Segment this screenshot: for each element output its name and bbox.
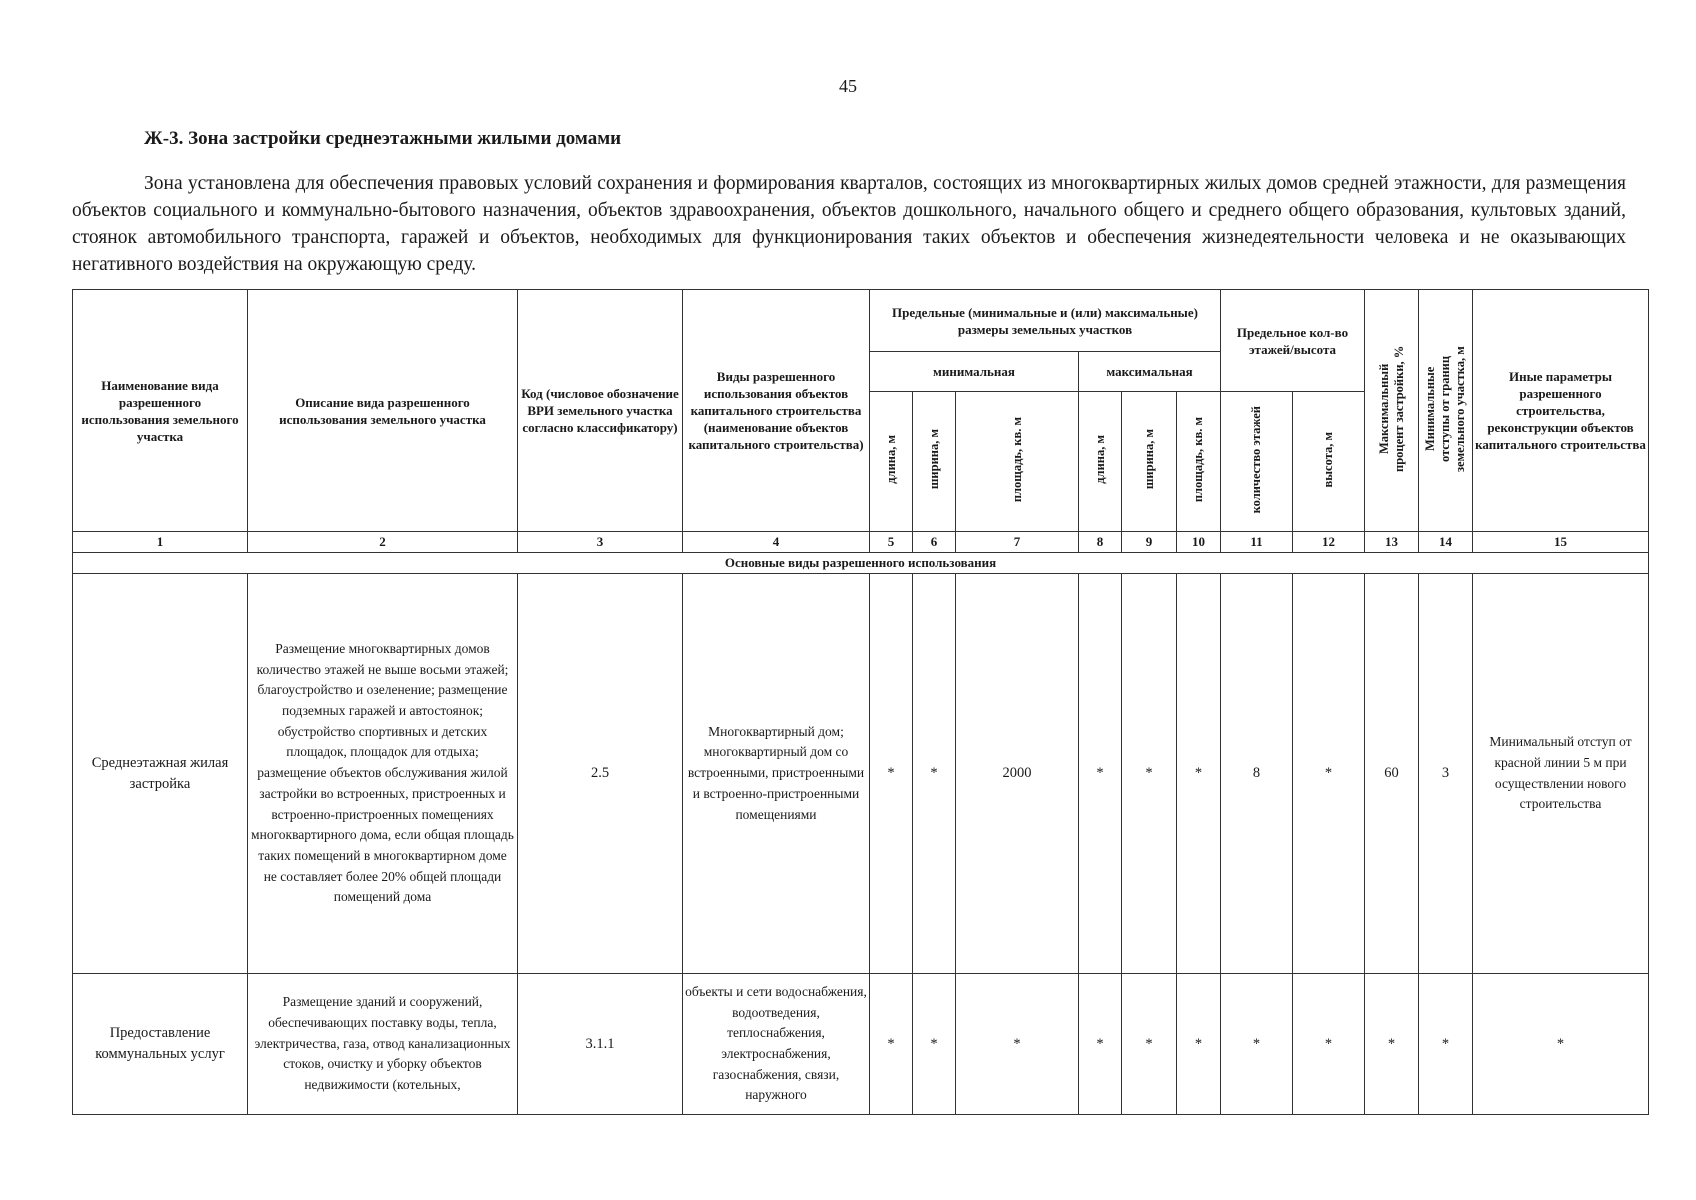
row-max-area: * (1177, 574, 1221, 974)
header-min-length: длина, м (870, 392, 913, 532)
column-number: 15 (1473, 532, 1649, 553)
column-number: 2 (248, 532, 518, 553)
row-code: 3.1.1 (518, 974, 683, 1115)
header-description: Описание вида разрешенного использования земельного участка (248, 290, 518, 532)
row-objects: Многоквартирный дом; многоквартирный дом со встроенными, пристроенными и встроенно-пристроенными помещениями (683, 574, 870, 974)
row-setback: * (1419, 974, 1473, 1115)
table-row (73, 974, 1649, 1115)
header-min-area: площадь, кв. м (956, 392, 1079, 532)
column-number: 8 (1079, 532, 1122, 553)
column-number: 11 (1221, 532, 1293, 553)
header-height: высота, м (1293, 392, 1365, 532)
row-objects: объекты и сети водоснабжения, водоотведения, теплоснабжения, электроснабжения, газоснабжения, связи, наружного (683, 974, 870, 1115)
header-coverage: Максимальный процент застройки, % (1365, 290, 1419, 532)
row-description: Размещение зданий и сооружений, обеспечивающих поставку воды, тепла, электричества, газа, отвод канализационных стоков, очистку и уборку объектов недвижимости (котельных, (248, 974, 518, 1115)
row-name: Предоставление коммунальных услуг (73, 974, 248, 1115)
row-max-width: * (1122, 574, 1177, 974)
row-code: 2.5 (518, 574, 683, 974)
table-row (73, 574, 1649, 974)
intro-paragraph: Зона установлена для обеспечения правовых условий сохранения и формирования кварталов, состоящих из многоквартирных жилых домов средней этажности, для размещения объектов социального и коммунально-бытового назначения, объектов здравоохранения, объектов дошкольного, начального общего и среднего общего образования, культовых зданий, стоянок автомобильного транспорта, гаражей и объектов, необходимых для функционирования таких объектов и обеспечения жизнедеятельности человека и не оказывающих негативного воздействия на окружающую среду. (72, 173, 1626, 275)
row-min-length: * (870, 574, 913, 974)
header-objects: Виды разрешенного использования объектов капитального строительства (наименование объектов капитального строительства) (683, 290, 870, 532)
row-coverage: * (1365, 974, 1419, 1115)
column-number: 3 (518, 532, 683, 553)
row-name: Среднеэтажная жилая застройка (73, 574, 248, 974)
header-max-area: площадь, кв. м (1177, 392, 1221, 532)
row-other: Минимальный отступ от красной линии 5 м при осуществлении нового строительства (1473, 574, 1649, 974)
row-max-length: * (1079, 974, 1122, 1115)
column-number: 13 (1365, 532, 1419, 553)
column-number: 10 (1177, 532, 1221, 553)
header-min: минимальная (870, 352, 1079, 392)
header-code: Код (числовое обозначение ВРИ земельного участка согласно классификатору) (518, 290, 683, 532)
row-floors: * (1221, 974, 1293, 1115)
row-height: * (1293, 974, 1365, 1115)
row-min-width: * (913, 974, 956, 1115)
header-min-width: ширина, м (913, 392, 956, 532)
row-min-area: * (956, 974, 1079, 1115)
section-title: Основные виды разрешенного использования (73, 553, 1649, 574)
header-name: Наименование вида разрешенного использования земельного участка (73, 290, 248, 532)
row-description: Размещение многоквартирных домов количество этажей не выше восьми этажей; благоустройство и озеленение; размещение подземных гаражей и автостоянок; обустройство спортивных и детских площадок, площадок для отдыха; размещение объектов обслуживания жилой застройки во встроенных, пристроенных и встроенно-пристроенных помещениях многоквартирного дома, если общая площадь таких помещений в многоквартирном доме не составляет более 20% общей площади помещений дома (248, 574, 518, 974)
column-number: 1 (73, 532, 248, 553)
page-number: 45 (839, 76, 857, 96)
row-min-width: * (913, 574, 956, 974)
column-number: 14 (1419, 532, 1473, 553)
row-floors: 8 (1221, 574, 1293, 974)
zoning-table (72, 289, 1649, 1115)
row-max-length: * (1079, 574, 1122, 974)
row-min-area: 2000 (956, 574, 1079, 974)
row-max-width: * (1122, 974, 1177, 1115)
row-coverage: 60 (1365, 574, 1419, 974)
header-max: максимальная (1079, 352, 1221, 392)
header-other: Иные параметры разрешенного строительства, реконструкции объектов капитального строительства (1473, 290, 1649, 532)
section-heading: Ж-3. Зона застройки среднеэтажными жилыми домами (144, 128, 622, 149)
header-plot-limits: Предельные (минимальные и (или) максимальные) размеры земельных участков (870, 290, 1221, 352)
header-floors: количество этажей (1221, 392, 1293, 532)
row-max-area: * (1177, 974, 1221, 1115)
column-number-row (73, 532, 1649, 553)
column-number: 5 (870, 532, 913, 553)
column-number: 9 (1122, 532, 1177, 553)
header-max-length: длина, м (1079, 392, 1122, 532)
row-setback: 3 (1419, 574, 1473, 974)
row-min-length: * (870, 974, 913, 1115)
row-height: * (1293, 574, 1365, 974)
row-other: * (1473, 974, 1649, 1115)
column-number: 7 (956, 532, 1079, 553)
column-number: 4 (683, 532, 870, 553)
header-max-width: ширина, м (1122, 392, 1177, 532)
header-setback: Минимальные отступы от границ земельного участка, м (1419, 290, 1473, 532)
column-number: 12 (1293, 532, 1365, 553)
header-floors-group: Предельное кол-во этажей/высота (1221, 290, 1365, 392)
column-number: 6 (913, 532, 956, 553)
